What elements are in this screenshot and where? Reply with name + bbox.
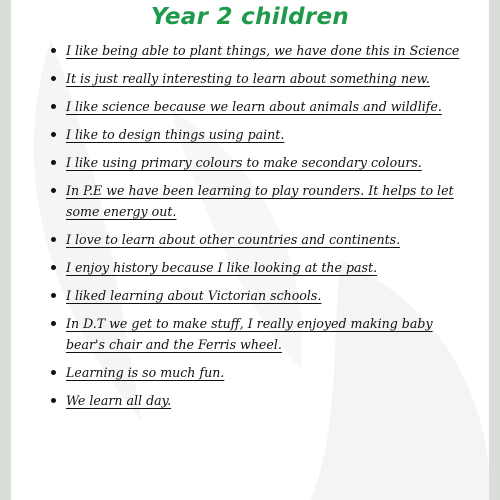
comment-list [11,40,489,418]
list-item [11,285,489,306]
list-item [11,390,489,411]
list-item-text: I liked learning about Victorian schools. [66,288,322,303]
bullet-icon [51,321,56,326]
bullet-icon [51,237,56,242]
bullet-icon [51,265,56,270]
list-item [11,96,489,117]
list-item [11,313,489,355]
page-title: Year 2 children [150,4,350,30]
list-item-text: I enjoy history because I like looking at the past. [66,260,378,275]
bullet-icon [51,48,56,53]
bullet-icon [51,104,56,109]
list-item-text: I like being able to plant things, we have done this in Science [66,43,460,58]
bullet-icon [51,370,56,375]
bullet-icon [51,132,56,137]
bullet-icon [51,160,56,165]
list-item [11,257,489,278]
list-item-text: I like to design things using paint. [66,127,285,142]
list-item [11,180,489,222]
list-item-text: Learning is so much fun. [66,365,225,380]
list-item-text: I love to learn about other countries and continents. [66,232,401,247]
list-item-text: I like science because we learn about animals and wildlife. [66,99,442,114]
list-item-text: I like using primary colours to make secondary colours. [66,155,422,170]
list-item [11,40,489,61]
bullet-icon [51,76,56,81]
list-item [11,124,489,145]
bullet-icon [51,188,56,193]
list-item [11,68,489,89]
list-item [11,152,489,173]
bullet-icon [51,293,56,298]
list-item [11,362,489,383]
list-item [11,229,489,250]
list-item-text: We learn all day. [66,393,172,408]
list-item-text: In D.T we get to make stuff, I really enjoyed making baby bear's chair and the Ferris wheel. [66,316,433,352]
list-item-text: It is just really interesting to learn about something new. [66,71,430,86]
bullet-icon [51,398,56,403]
list-item-text: In P.E we have been learning to play rounders. It helps to let some energy out. [66,183,454,219]
document-panel [11,0,489,500]
